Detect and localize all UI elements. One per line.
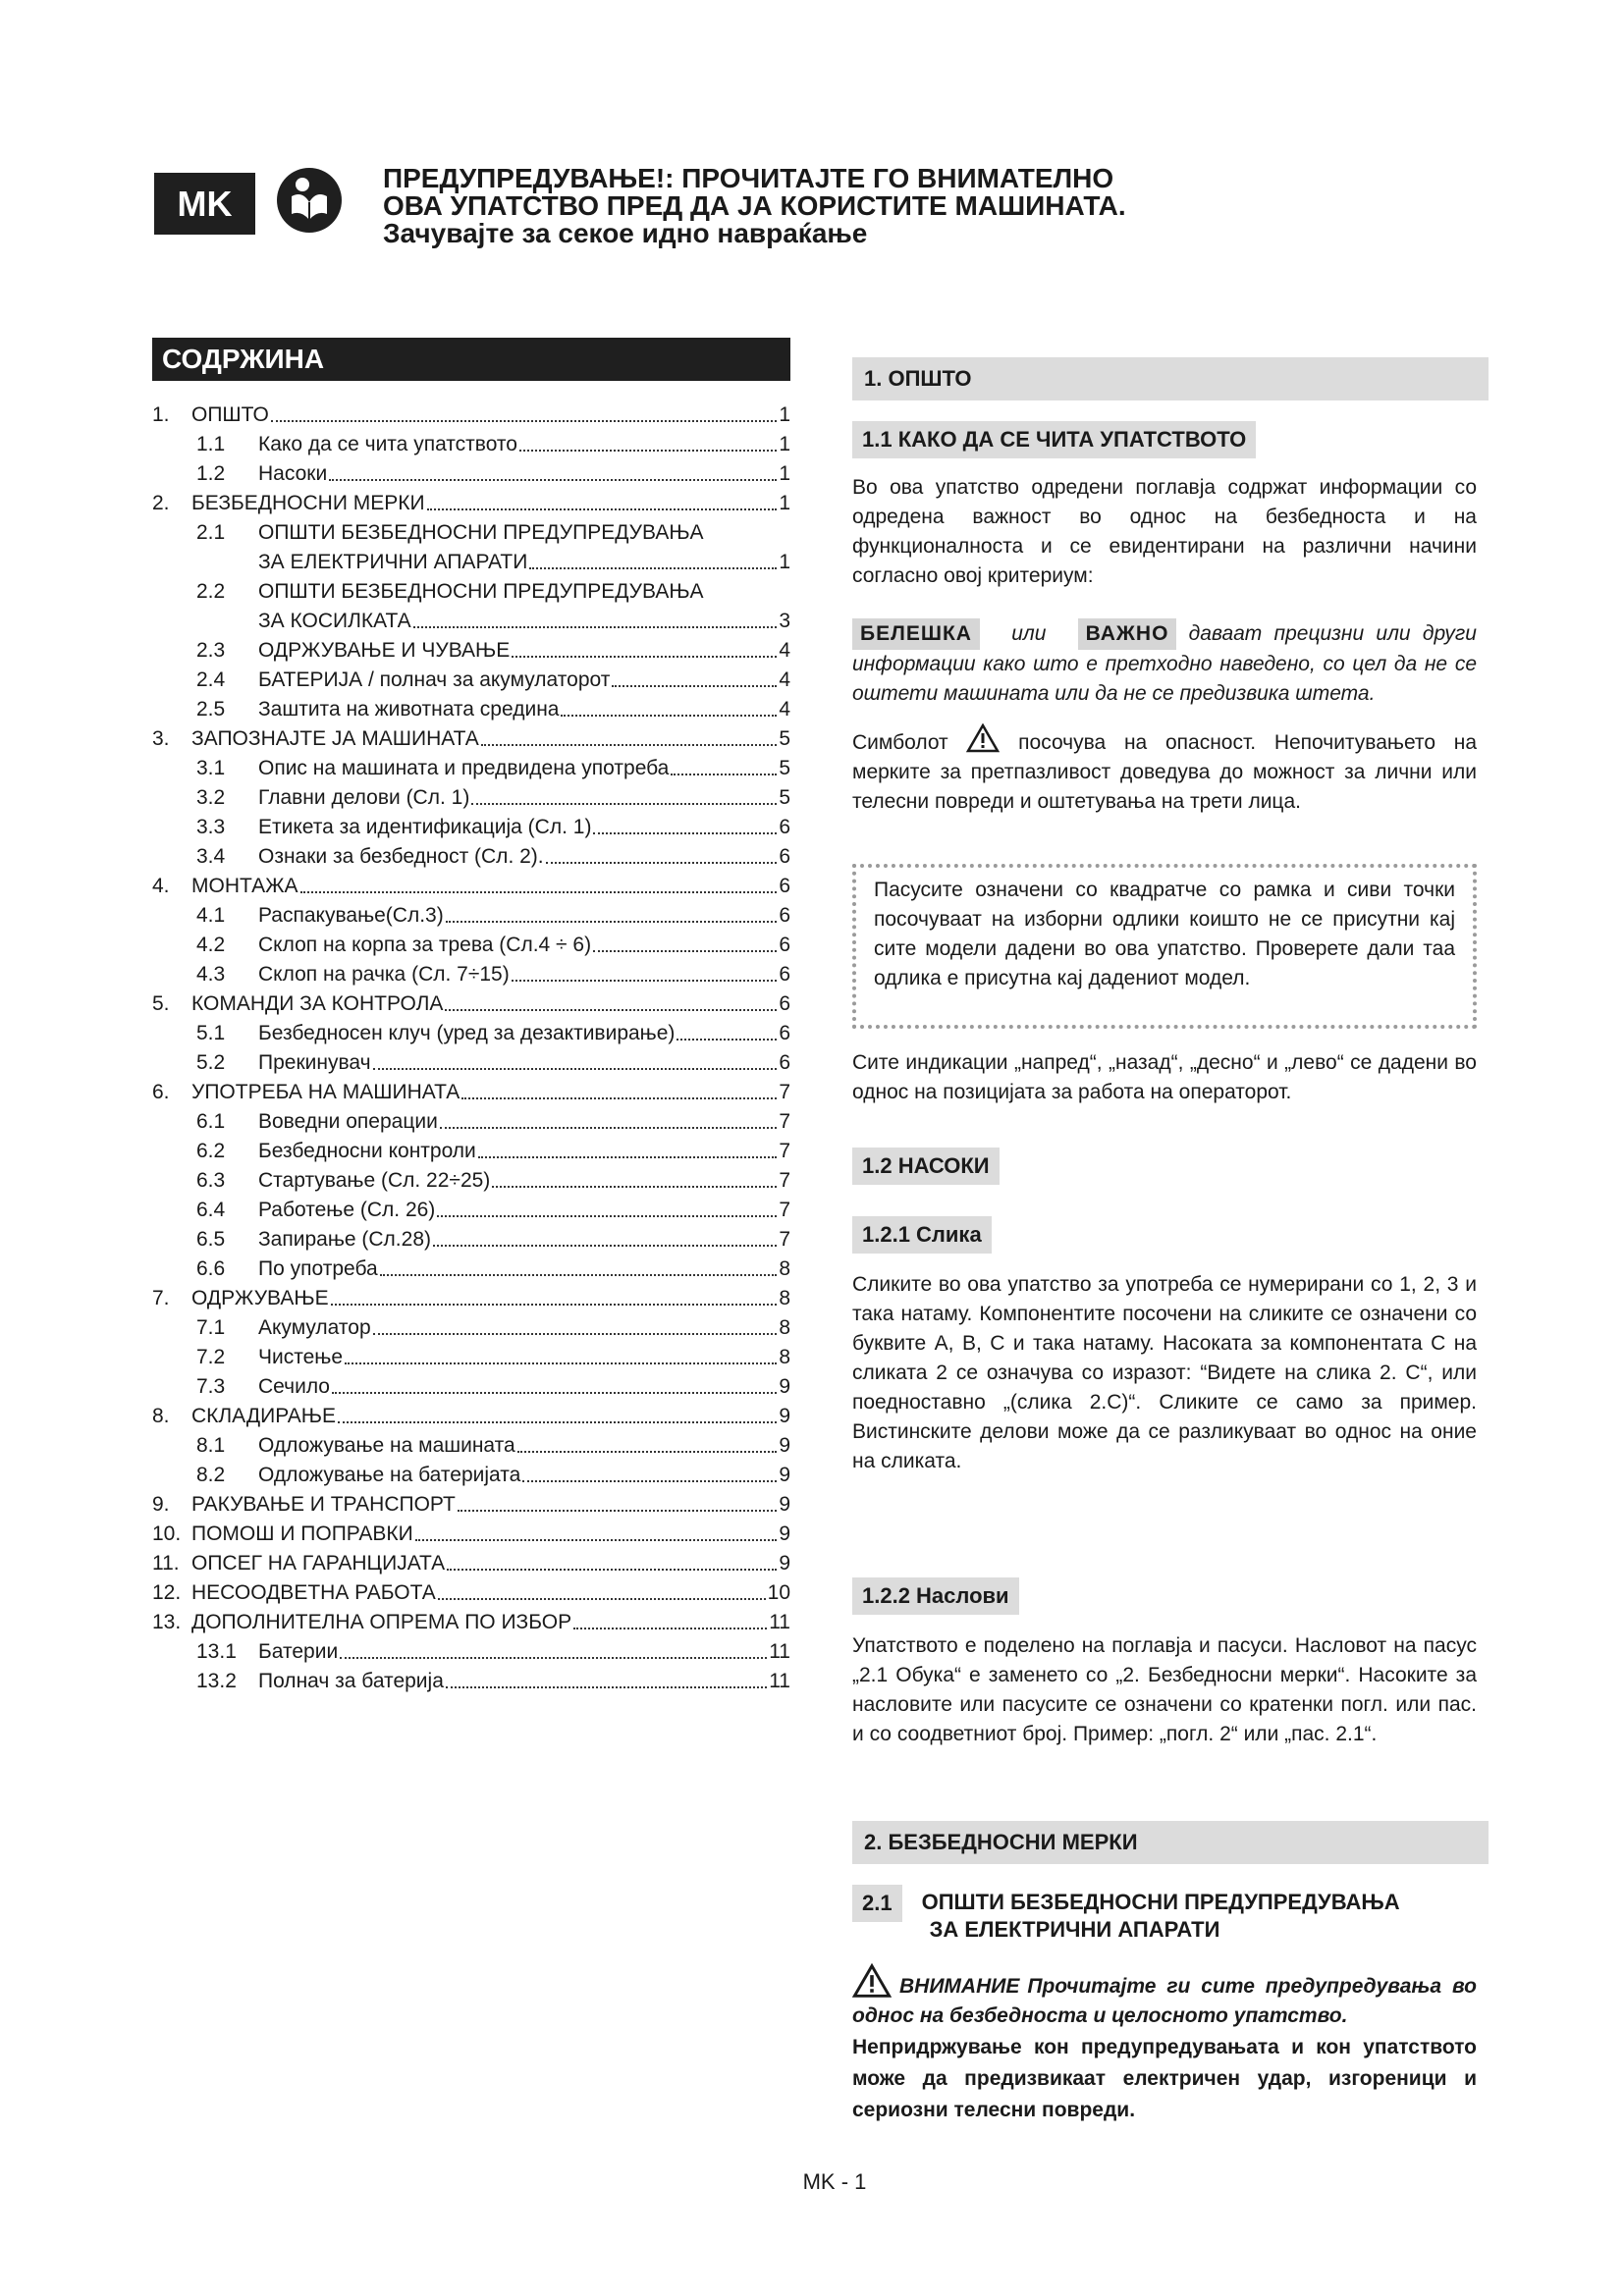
toc-item-title: Стартување (Сл. 22÷25) — [258, 1169, 491, 1192]
warning-line-3: Зачувајте за секое идно навраќање — [383, 218, 868, 248]
toc-item-number: 6. — [152, 1081, 170, 1103]
toc-item-number: 4.3 — [196, 963, 226, 986]
toc-item-leader — [671, 774, 777, 775]
toc-item-title: Сечило — [258, 1375, 330, 1398]
toc-item-page: 9 — [779, 1434, 790, 1457]
toc-item-leader — [380, 1274, 778, 1276]
toc-item-title: ОДРЖУВАЊЕ И ЧУВАЊЕ — [258, 639, 511, 662]
toc-item — [152, 752, 790, 781]
toc-item-leader — [300, 891, 778, 893]
toc-item-number: 8.2 — [196, 1464, 226, 1486]
section-1-1-heading-text: 1.1 КАКО ДА СЕ ЧИТА УПАТСТВОТО — [852, 421, 1256, 458]
toc-item-page: 9 — [779, 1405, 790, 1427]
note-paragraph — [852, 618, 1477, 709]
toc-item-page: 9 — [779, 1552, 790, 1575]
toc-item-number: 1. — [152, 403, 170, 426]
toc-item — [152, 870, 790, 899]
toc-item — [152, 1400, 790, 1429]
toc-item-page: 6 — [779, 992, 790, 1015]
toc-item-number: 6.6 — [196, 1257, 226, 1280]
symbol-para-pre: Симболот — [852, 731, 948, 754]
note-or: или — [1011, 622, 1047, 645]
attention-text: Прочитајте ги сите предупредувања во однос на безбедноста и целосното упатство. — [852, 1975, 1477, 2027]
read-manual-icon — [276, 167, 343, 234]
toc-item-title: МОНТАЖА — [191, 875, 298, 897]
toc-item-number: 7.2 — [196, 1346, 226, 1368]
toc-item-leader — [612, 685, 777, 687]
toc-item-number: 11. — [152, 1552, 180, 1575]
section-1-2-1-paragraph: Сликите во ова упатство за употреба се нумерирани со 1, 2, 3 и така натаму. Компонентите посочени на сликите се означени со буквите A, B, C и така натаму. Насоката за компонентата C на сликата 2 се означува со изразот: “Видете на слика 2. C“, или поедноставно „(слика 2.C)“. Сликите се само за пример. Вистинските делови може да се разликуваат во однос на оние на сликата. — [852, 1273, 1477, 1472]
toc-item-title: Безбедносни контроли — [258, 1140, 476, 1162]
toc-item-title-continued: ЗА КОСИЛКАТА — [258, 610, 411, 632]
toc-heading: СОДРЖИНА — [152, 338, 790, 381]
note-tag: БЕЛЕШКА — [852, 618, 980, 650]
toc-item-number: 6.1 — [196, 1110, 226, 1133]
toc-item-leader — [329, 479, 777, 481]
toc-item-leader — [271, 420, 777, 422]
toc-item-title: ОДРЖУВАЊЕ — [191, 1287, 329, 1309]
toc-item — [152, 1253, 790, 1282]
toc-item-number: 3.1 — [196, 757, 226, 779]
toc-item-leader — [529, 567, 777, 569]
toc-item — [152, 1194, 790, 1223]
toc-item-number: 2.3 — [196, 639, 226, 662]
toc-item-continuation — [152, 605, 790, 634]
toc-item-title: Ознаки за безбедност (Сл. 2). — [258, 845, 544, 868]
directions-paragraph: Сите индикации „напред“, „назад“, „десно“ и „лево“ се дадени во однос на позицијата за работа на операторот. — [852, 1051, 1477, 1103]
toc-item-title: Насоки — [258, 462, 328, 485]
toc-item-leader — [593, 950, 777, 952]
toc-item-leader — [446, 1686, 767, 1688]
toc-item-leader — [481, 744, 778, 746]
attention-bold-paragraph: Непридржување кон предупредувањата и кон упатството може да предизвикаат електричен удар, изгореници и сериозни телесни повреди. — [852, 2036, 1477, 2121]
toc-item-number: 4. — [152, 875, 170, 897]
toc-item-page: 7 — [779, 1228, 790, 1251]
toc-item-number: 3.2 — [196, 786, 226, 809]
toc-item-title: Одложување на машината — [258, 1434, 515, 1457]
toc-item — [152, 516, 790, 546]
toc-item-leader — [446, 921, 778, 923]
toc-item-title: По употреба — [258, 1257, 378, 1280]
toc-item-page: 6 — [779, 816, 790, 838]
toc-item — [152, 1518, 790, 1547]
toc-item-number: 5.1 — [196, 1022, 226, 1044]
warning-line-2: ОВА УПАТСТВО ПРЕД ДА ЈА КОРИСТИТЕ МАШИНАТА. — [383, 190, 1126, 221]
section-2-1-heading — [852, 1885, 1400, 1944]
important-tag: ВАЖНО — [1078, 618, 1177, 650]
toc-item-page: 9 — [779, 1464, 790, 1486]
optional-feature-box: Пасусите означени со квадратче со рамка и сиви точки посочуваат на изборни одлики коишто не се присутни кај сите модели дадени во ова упатство. Проверете дали таа одлика е присутна кај дадениот модел. — [852, 864, 1477, 1029]
section-1-2-2-heading-text: 1.2.2 Наслови — [852, 1577, 1019, 1615]
toc-item-number: 3.4 — [196, 845, 226, 868]
toc-item — [152, 1665, 790, 1694]
toc-item-page: 6 — [779, 845, 790, 868]
warning-triangle-icon — [852, 1963, 892, 1999]
toc-item-page: 9 — [779, 1522, 790, 1545]
toc-item-title: ПОМОШ И ПОПРАВКИ — [191, 1522, 413, 1545]
section-2-1-line-1: ОПШТИ БЕЗБЕДНОСНИ ПРЕДУПРЕДУВАЊА — [921, 1890, 1400, 1914]
toc-item — [152, 1282, 790, 1311]
toc-item — [152, 1076, 790, 1105]
toc-item-page: 6 — [779, 875, 790, 897]
toc-item-page: 8 — [779, 1257, 790, 1280]
toc-item-page: 6 — [779, 904, 790, 927]
toc-item-title: УПОТРЕБА НА МАШИНАТА — [191, 1081, 460, 1103]
toc-item-number: 10. — [152, 1522, 182, 1545]
toc-item-page: 11 — [769, 1611, 790, 1633]
toc-item — [152, 693, 790, 722]
section-1-1-heading — [852, 420, 1256, 459]
toc-item-leader — [447, 1569, 777, 1571]
toc-item — [152, 1164, 790, 1194]
toc-item-leader — [433, 1245, 777, 1247]
toc-item — [152, 1635, 790, 1665]
toc-item-title: Главни делови (Сл. 1) — [258, 786, 470, 809]
toc-item — [152, 1223, 790, 1253]
toc-item-page: 11 — [769, 1640, 790, 1663]
toc-item — [152, 840, 790, 870]
toc-item-number: 4.1 — [196, 904, 226, 927]
toc-item-page: 4 — [779, 698, 790, 721]
section-1-heading: 1. ОПШТО — [852, 357, 1489, 400]
toc-item-number: 8.1 — [196, 1434, 226, 1457]
toc-item — [152, 988, 790, 1017]
toc-item-leader — [512, 980, 778, 982]
toc-item-title: Работење (Сл. 26) — [258, 1199, 436, 1221]
toc-item-leader — [438, 1598, 766, 1600]
toc-item-title: БЕЗБЕДНОСНИ МЕРКИ — [191, 492, 425, 514]
toc-item-page: 7 — [779, 1110, 790, 1133]
toc-item-page: 6 — [779, 1051, 790, 1074]
toc-item-title: Распакување(Сл.3) — [258, 904, 444, 927]
toc-item — [152, 958, 790, 988]
toc-item-page: 11 — [769, 1670, 790, 1692]
toc-item-page: 1 — [779, 462, 790, 485]
toc-item — [152, 634, 790, 664]
toc-item-number: 3. — [152, 727, 170, 750]
toc-item-number: 4.2 — [196, 934, 226, 956]
toc-item — [152, 1105, 790, 1135]
symbol-para-post: посочува на опасност. Непочитувањето на мерките за претпазливост доведува до можност за лични или телесни повреди и оштетувања на трети лица. — [852, 731, 1478, 813]
toc-item-title: Како да се чита упатството — [258, 433, 517, 455]
section-1-2-2-heading — [852, 1576, 1019, 1616]
toc-item-leader — [427, 508, 778, 510]
toc-item — [152, 428, 790, 457]
toc-item-number: 1.2 — [196, 462, 226, 485]
toc-item-number: 13. — [152, 1611, 182, 1633]
toc-item — [152, 1547, 790, 1576]
toc-item-title: СКЛАДИРАЊЕ — [191, 1405, 337, 1427]
toc-item-leader — [373, 1068, 778, 1070]
toc-item — [152, 899, 790, 929]
toc-item-title: Безбедносен клуч (уред за дезактивирање) — [258, 1022, 676, 1044]
toc-item-leader — [458, 1510, 778, 1512]
toc-item-page: 7 — [779, 1140, 790, 1162]
note-text: даваат прецизни или други информации како што е претходно наведено, со цел да не се оштети машината или да не се предизвика штета. — [852, 622, 1477, 705]
toc-item-title: РАКУВАЊЕ И ТРАНСПОРТ — [191, 1493, 456, 1516]
toc-item — [152, 929, 790, 958]
toc-item-title: Етикета за идентификација (Сл. 1) — [258, 816, 592, 838]
toc-item-title: Батерии — [258, 1640, 339, 1663]
toc-item-page: 1 — [779, 492, 790, 514]
toc-item — [152, 1459, 790, 1488]
toc-item — [152, 811, 790, 840]
toc-item-number: 6.5 — [196, 1228, 226, 1251]
toc-item-page: 5 — [779, 727, 790, 750]
section-2-1-line-2: ЗА ЕЛЕКТРИЧНИ АПАРАТИ — [929, 1917, 1220, 1942]
toc-item-title: БАТЕРИЈА / полнач за акумулаторот — [258, 668, 611, 691]
toc-item-page: 9 — [779, 1375, 790, 1398]
section-1-2-2-paragraph: Упатството е поделено на поглавја и пасуси. Насловот на пасус „2.1 Обука“ е заменето со „2. Безбедносни мерки“. Насоките за насловите или пасусите се означени со кратенки погл. или пас. и со соодветниот број. Пример: „погл. 2“ или „пас. 2.1“. — [852, 1634, 1477, 1745]
toc-item — [152, 575, 790, 605]
toc-item-title: ОПСЕГ НА ГАРАНЦИЈАТА — [191, 1552, 446, 1575]
toc-item-title-continued: ЗА ЕЛЕКТРИЧНИ АПАРАТИ — [258, 551, 528, 573]
toc-item-leader — [519, 450, 777, 452]
toc-item-page: 8 — [779, 1287, 790, 1309]
toc-item — [152, 1311, 790, 1341]
toc-item-number: 7.1 — [196, 1316, 226, 1339]
toc-item-leader — [331, 1304, 778, 1306]
toc-item-number: 2.5 — [196, 698, 226, 721]
toc-item-page: 8 — [779, 1346, 790, 1368]
toc-item-title: ОПШТИ БЕЗБЕДНОСНИ ПРЕДУПРЕДУВАЊА — [258, 580, 704, 603]
toc-item — [152, 781, 790, 811]
toc-item-page: 8 — [779, 1316, 790, 1339]
toc-item-number: 5. — [152, 992, 170, 1015]
toc-item-title: НЕСООДВЕТНА РАБОТА — [191, 1581, 436, 1604]
toc-item-leader — [461, 1097, 777, 1099]
toc-item-title: ОПШТО — [191, 403, 269, 426]
toc-item-leader — [492, 1186, 777, 1188]
toc-item-number: 6.4 — [196, 1199, 226, 1221]
toc-item-leader — [332, 1392, 777, 1394]
toc-item — [152, 1576, 790, 1606]
toc-item-page: 5 — [779, 757, 790, 779]
toc-item-page: 6 — [779, 1022, 790, 1044]
toc-item-number: 12. — [152, 1581, 182, 1604]
toc-item-leader — [471, 803, 777, 805]
toc-item — [152, 1046, 790, 1076]
toc-item — [152, 1341, 790, 1370]
toc-item-leader — [512, 656, 777, 658]
toc-item-title: Чистење — [258, 1346, 344, 1368]
warning-line-1: ПРЕДУПРЕДУВАЊЕ!: ПРОЧИТАЈТЕ ГО ВНИМАТЕЛНО — [383, 163, 1114, 193]
toc-item-page: 7 — [779, 1199, 790, 1221]
toc-item-leader — [478, 1156, 778, 1158]
toc-item-page: 1 — [779, 403, 790, 426]
toc-item-leader — [573, 1628, 767, 1629]
section-1-1-paragraph: Во ова упатство одредени поглавја содржат информации со одредена важност во однос на безбедноста и на функционалноста и се евидентирани на различни начини согласно овој критериум: — [852, 476, 1477, 587]
toc-item-page: 6 — [779, 963, 790, 986]
toc-item-leader — [373, 1333, 778, 1335]
page-number: MK - 1 — [802, 2169, 867, 2194]
toc-item-title: Склоп на рачка (Сл. 7÷15) — [258, 963, 510, 986]
toc-item-title: ДОПОЛНИТЕЛНА ОПРЕМА ПО ИЗБОР — [191, 1611, 572, 1633]
toc-item-title: Опис на машината и предвидена употреба — [258, 757, 670, 779]
toc-item-number: 2.1 — [196, 521, 226, 544]
toc-item-title: Склоп на корпа за трева (Сл.4 ÷ 6) — [258, 934, 592, 956]
toc-item-title: Полнач за батерија — [258, 1670, 444, 1692]
toc-item-leader — [546, 862, 778, 864]
toc-item-number: 2. — [152, 492, 170, 514]
toc-item-leader — [338, 1421, 777, 1423]
attention-paragraph — [852, 1963, 1477, 2031]
toc-item-number: 9. — [152, 1493, 170, 1516]
toc-item-page: 6 — [779, 934, 790, 956]
toc-item-leader — [445, 1009, 777, 1011]
toc-item — [152, 664, 790, 693]
toc-item-page: 10 — [767, 1581, 790, 1604]
warning-triangle-icon — [966, 723, 1000, 753]
toc-item-number: 1.1 — [196, 433, 226, 455]
warning-title — [383, 165, 1267, 247]
toc-item-number: 8. — [152, 1405, 170, 1427]
toc-item — [152, 1429, 790, 1459]
toc-item — [152, 1370, 790, 1400]
toc-item — [152, 722, 790, 752]
section-1-2-1-heading-text: 1.2.1 Слика — [852, 1216, 992, 1254]
section-2-1-title — [922, 1885, 1400, 1944]
toc-item-leader — [561, 715, 777, 717]
toc-item — [152, 487, 790, 516]
toc-item-title: Прекинувач — [258, 1051, 371, 1074]
toc-item-title: КОМАНДИ ЗА КОНТРОЛА — [191, 992, 444, 1015]
toc-item-leader — [413, 626, 778, 628]
toc-item-leader — [437, 1215, 777, 1217]
toc-item-leader — [517, 1451, 778, 1453]
toc-item-page: 4 — [779, 639, 790, 662]
section-2-heading: 2. БЕЗБЕДНОСНИ МЕРКИ — [852, 1821, 1489, 1864]
toc-item-number: 6.3 — [196, 1169, 226, 1192]
toc-item — [152, 1488, 790, 1518]
toc-item-number: 2.2 — [196, 580, 226, 603]
toc-item-title: ОПШТИ БЕЗБЕДНОСНИ ПРЕДУПРЕДУВАЊА — [258, 521, 704, 544]
toc-item-page: 7 — [779, 1169, 790, 1192]
toc-item-leader — [593, 832, 777, 834]
toc-item-number: 3.3 — [196, 816, 226, 838]
toc-item-title: Заштита на животната средина — [258, 698, 560, 721]
toc-item-page: 1 — [779, 433, 790, 455]
toc-item-page: 4 — [779, 668, 790, 691]
toc-item-leader — [345, 1362, 777, 1364]
toc-item-leader — [677, 1039, 777, 1041]
toc-item-number: 6.2 — [196, 1140, 226, 1162]
toc-item-title: ЗАПОЗНАЈТЕ ЈА МАШИНАТА — [191, 727, 479, 750]
toc-item-number: 13.1 — [196, 1640, 237, 1663]
toc-item — [152, 1606, 790, 1635]
language-badge: MK — [154, 173, 255, 235]
toc-item — [152, 457, 790, 487]
toc-item-title: Запирање (Сл.28) — [258, 1228, 431, 1251]
toc-item-number: 7.3 — [196, 1375, 226, 1398]
toc-item — [152, 1017, 790, 1046]
toc-item-number: 2.4 — [196, 668, 226, 691]
section-1-2-1-heading — [852, 1215, 992, 1255]
toc-item-continuation — [152, 546, 790, 575]
attention-label: ВНИМАНИЕ — [899, 1975, 1020, 1998]
toc-item-leader — [440, 1127, 777, 1129]
toc-item-page: 9 — [779, 1493, 790, 1516]
toc-item-title: Воведни операции — [258, 1110, 438, 1133]
toc-item-leader — [522, 1480, 777, 1482]
section-1-2-heading — [852, 1147, 1000, 1186]
toc-item-title: Одложување на батеријата — [258, 1464, 521, 1486]
toc-item-page: 7 — [779, 1081, 790, 1103]
toc-item-page: 3 — [779, 610, 790, 632]
toc-item-leader — [415, 1539, 778, 1541]
toc-item — [152, 1135, 790, 1164]
toc-item-leader — [340, 1657, 767, 1659]
toc-item-number: 13.2 — [196, 1670, 237, 1692]
toc-item-page: 1 — [779, 551, 790, 573]
section-2-1-number: 2.1 — [852, 1885, 902, 1922]
toc-item — [152, 399, 790, 428]
toc-item-title: Акумулатор — [258, 1316, 371, 1339]
symbol-paragraph — [852, 723, 1477, 817]
toc-item-number: 5.2 — [196, 1051, 226, 1074]
toc-item-number: 7. — [152, 1287, 170, 1309]
section-1-2-heading-text: 1.2 НАСОКИ — [852, 1148, 1000, 1185]
toc-item-page: 5 — [779, 786, 790, 809]
